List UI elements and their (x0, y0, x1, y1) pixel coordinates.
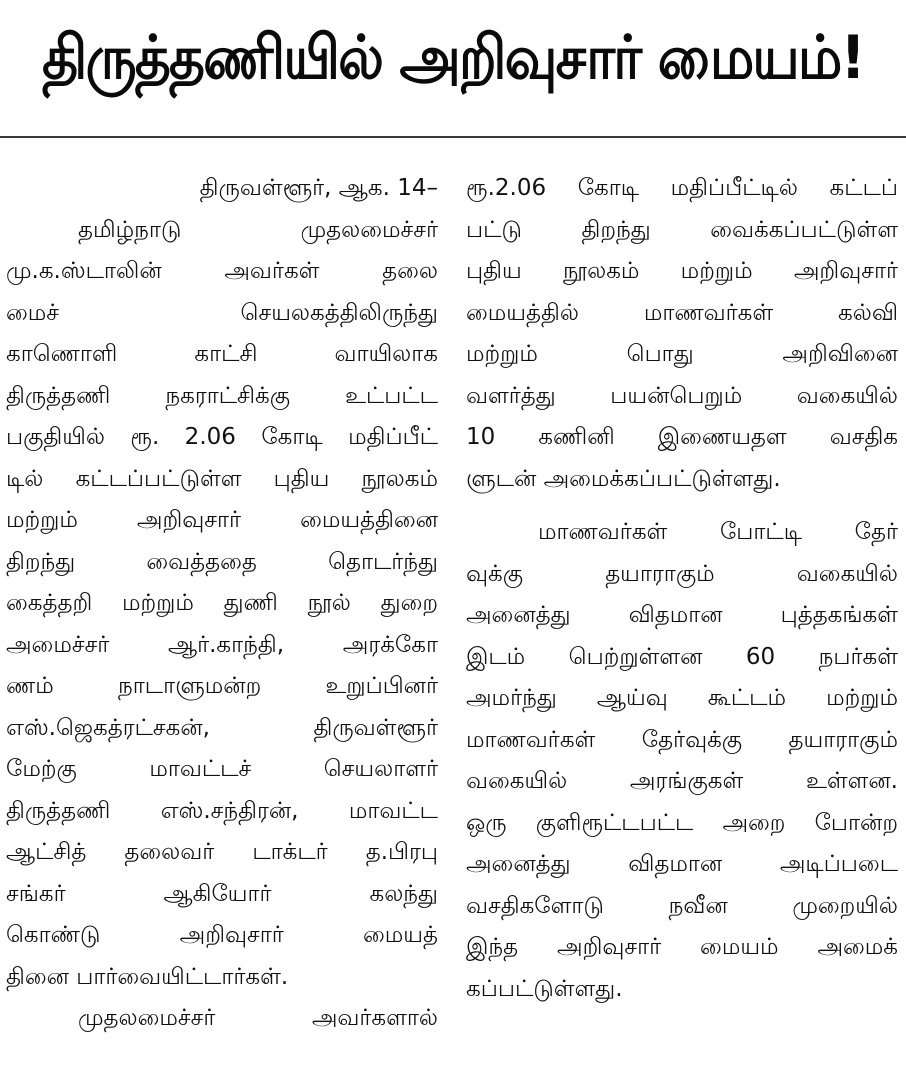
text-line: மு.க.ஸ்டாலின் அவர்கள் தலை (6, 258, 438, 284)
text-line: வளர்த்து பயன்பெறும் வகையில் (466, 382, 898, 409)
text-line: மாணவர்கள் தேர்வுக்கு தயாராகும் (466, 726, 898, 753)
text-line: வுக்கு தயாராகும் வகையில் (466, 560, 898, 587)
text-line: இடம் பெற்றுள்ளன 60 நபர்கள் (466, 643, 898, 670)
text-line: டில் கட்டப்பட்டுள்ள புதிய நூலகம் (6, 465, 438, 492)
article-column-left (6, 168, 438, 1040)
text-line: பகுதியில் ரூ. 2.06 கோடி மதிப்பீட் (6, 424, 438, 450)
text-line: வசதிகளோடு நவீன முறையில் (466, 892, 898, 919)
headline-rule (0, 136, 906, 138)
text-line: தினை பார்வையிட்டார்கள். (6, 963, 289, 990)
text-line: மற்றும் பொது அறிவினை (466, 341, 898, 367)
text-line: கொண்டு அறிவுசார் மையத் (6, 922, 438, 948)
text-line: கைத்தறி மற்றும் துணி நூல் துறை (6, 590, 438, 616)
text-line: புதிய நூலகம் மற்றும் அறிவுசார் (466, 258, 898, 284)
text-line: அமைச்சர் ஆர்.காந்தி, அரக்கோ (6, 631, 438, 658)
text-line: திருத்தணி நகராட்சிக்கு உட்பட்ட (6, 382, 438, 409)
text-line: ரூ.2.06 கோடி மதிப்பீட்டில் கட்டப் (466, 175, 898, 201)
text-line: அனைத்து விதமான அடிப்படை (466, 851, 898, 877)
paragraph-gap (466, 500, 898, 512)
text-line: முதலமைச்சர் அவர்களால் (78, 1005, 438, 1031)
text-line: கப்பட்டுள்ளது. (466, 975, 623, 1002)
text-line: எஸ்.ஜெகத்ரட்சகன், திருவள்ளூர் (6, 714, 438, 741)
text-line: திருத்தணி எஸ்.சந்திரன், மாவட்ட (6, 797, 438, 824)
text-line: திறந்து வைத்ததை தொடர்ந்து (6, 548, 438, 575)
text-line: பட்டு திறந்து வைக்கப்பட்டுள்ள (466, 216, 898, 243)
text-line: வகையில் அரங்குகள் உள்ளன. (466, 768, 898, 794)
dateline: திருவள்ளூர், ஆக. 14– (199, 175, 438, 201)
text-line: மைச் செயலகத்திலிருந்து (6, 299, 438, 326)
text-line: இந்த அறிவுசார் மையம் அமைக் (466, 934, 898, 960)
text-line: அனைத்து விதமான புத்தகங்கள் (466, 602, 898, 628)
text-line: மற்றும் அறிவுசார் மையத்தினை (6, 507, 438, 533)
text-line: ஒரு குளிரூட்டபட்ட அறை போன்ற (466, 809, 898, 836)
text-line: மேற்கு மாவட்டச் செயலாளர் (6, 756, 438, 782)
text-line: 10 கணினி இணையதள வசதிக (466, 424, 898, 450)
text-line: ணம் நாடாளுமன்ற உறுப்பினர் (6, 673, 438, 699)
text-line: ஆட்சித் தலைவர் டாக்டர் த.பிரபு (6, 839, 438, 865)
article-column-right (466, 168, 898, 1010)
headline: திருத்தணியில் அறிவுசார் மையம்! (42, 23, 864, 93)
text-line: ளுடன் அமைக்கப்பட்டுள்ளது. (466, 465, 781, 492)
text-line: தமிழ்நாடு முதலமைச்சர் (78, 216, 438, 243)
text-line: மையத்தில் மாணவர்கள் கல்வி (466, 299, 898, 326)
text-line: அமர்ந்து ஆய்வு கூட்டம் மற்றும் (466, 685, 898, 711)
text-line: காணொளி காட்சி வாயிலாக (6, 341, 438, 367)
text-line: சங்கர் ஆகியோர் கலந்து (6, 880, 438, 907)
text-line: மாணவர்கள் போட்டி தேர் (538, 519, 898, 545)
